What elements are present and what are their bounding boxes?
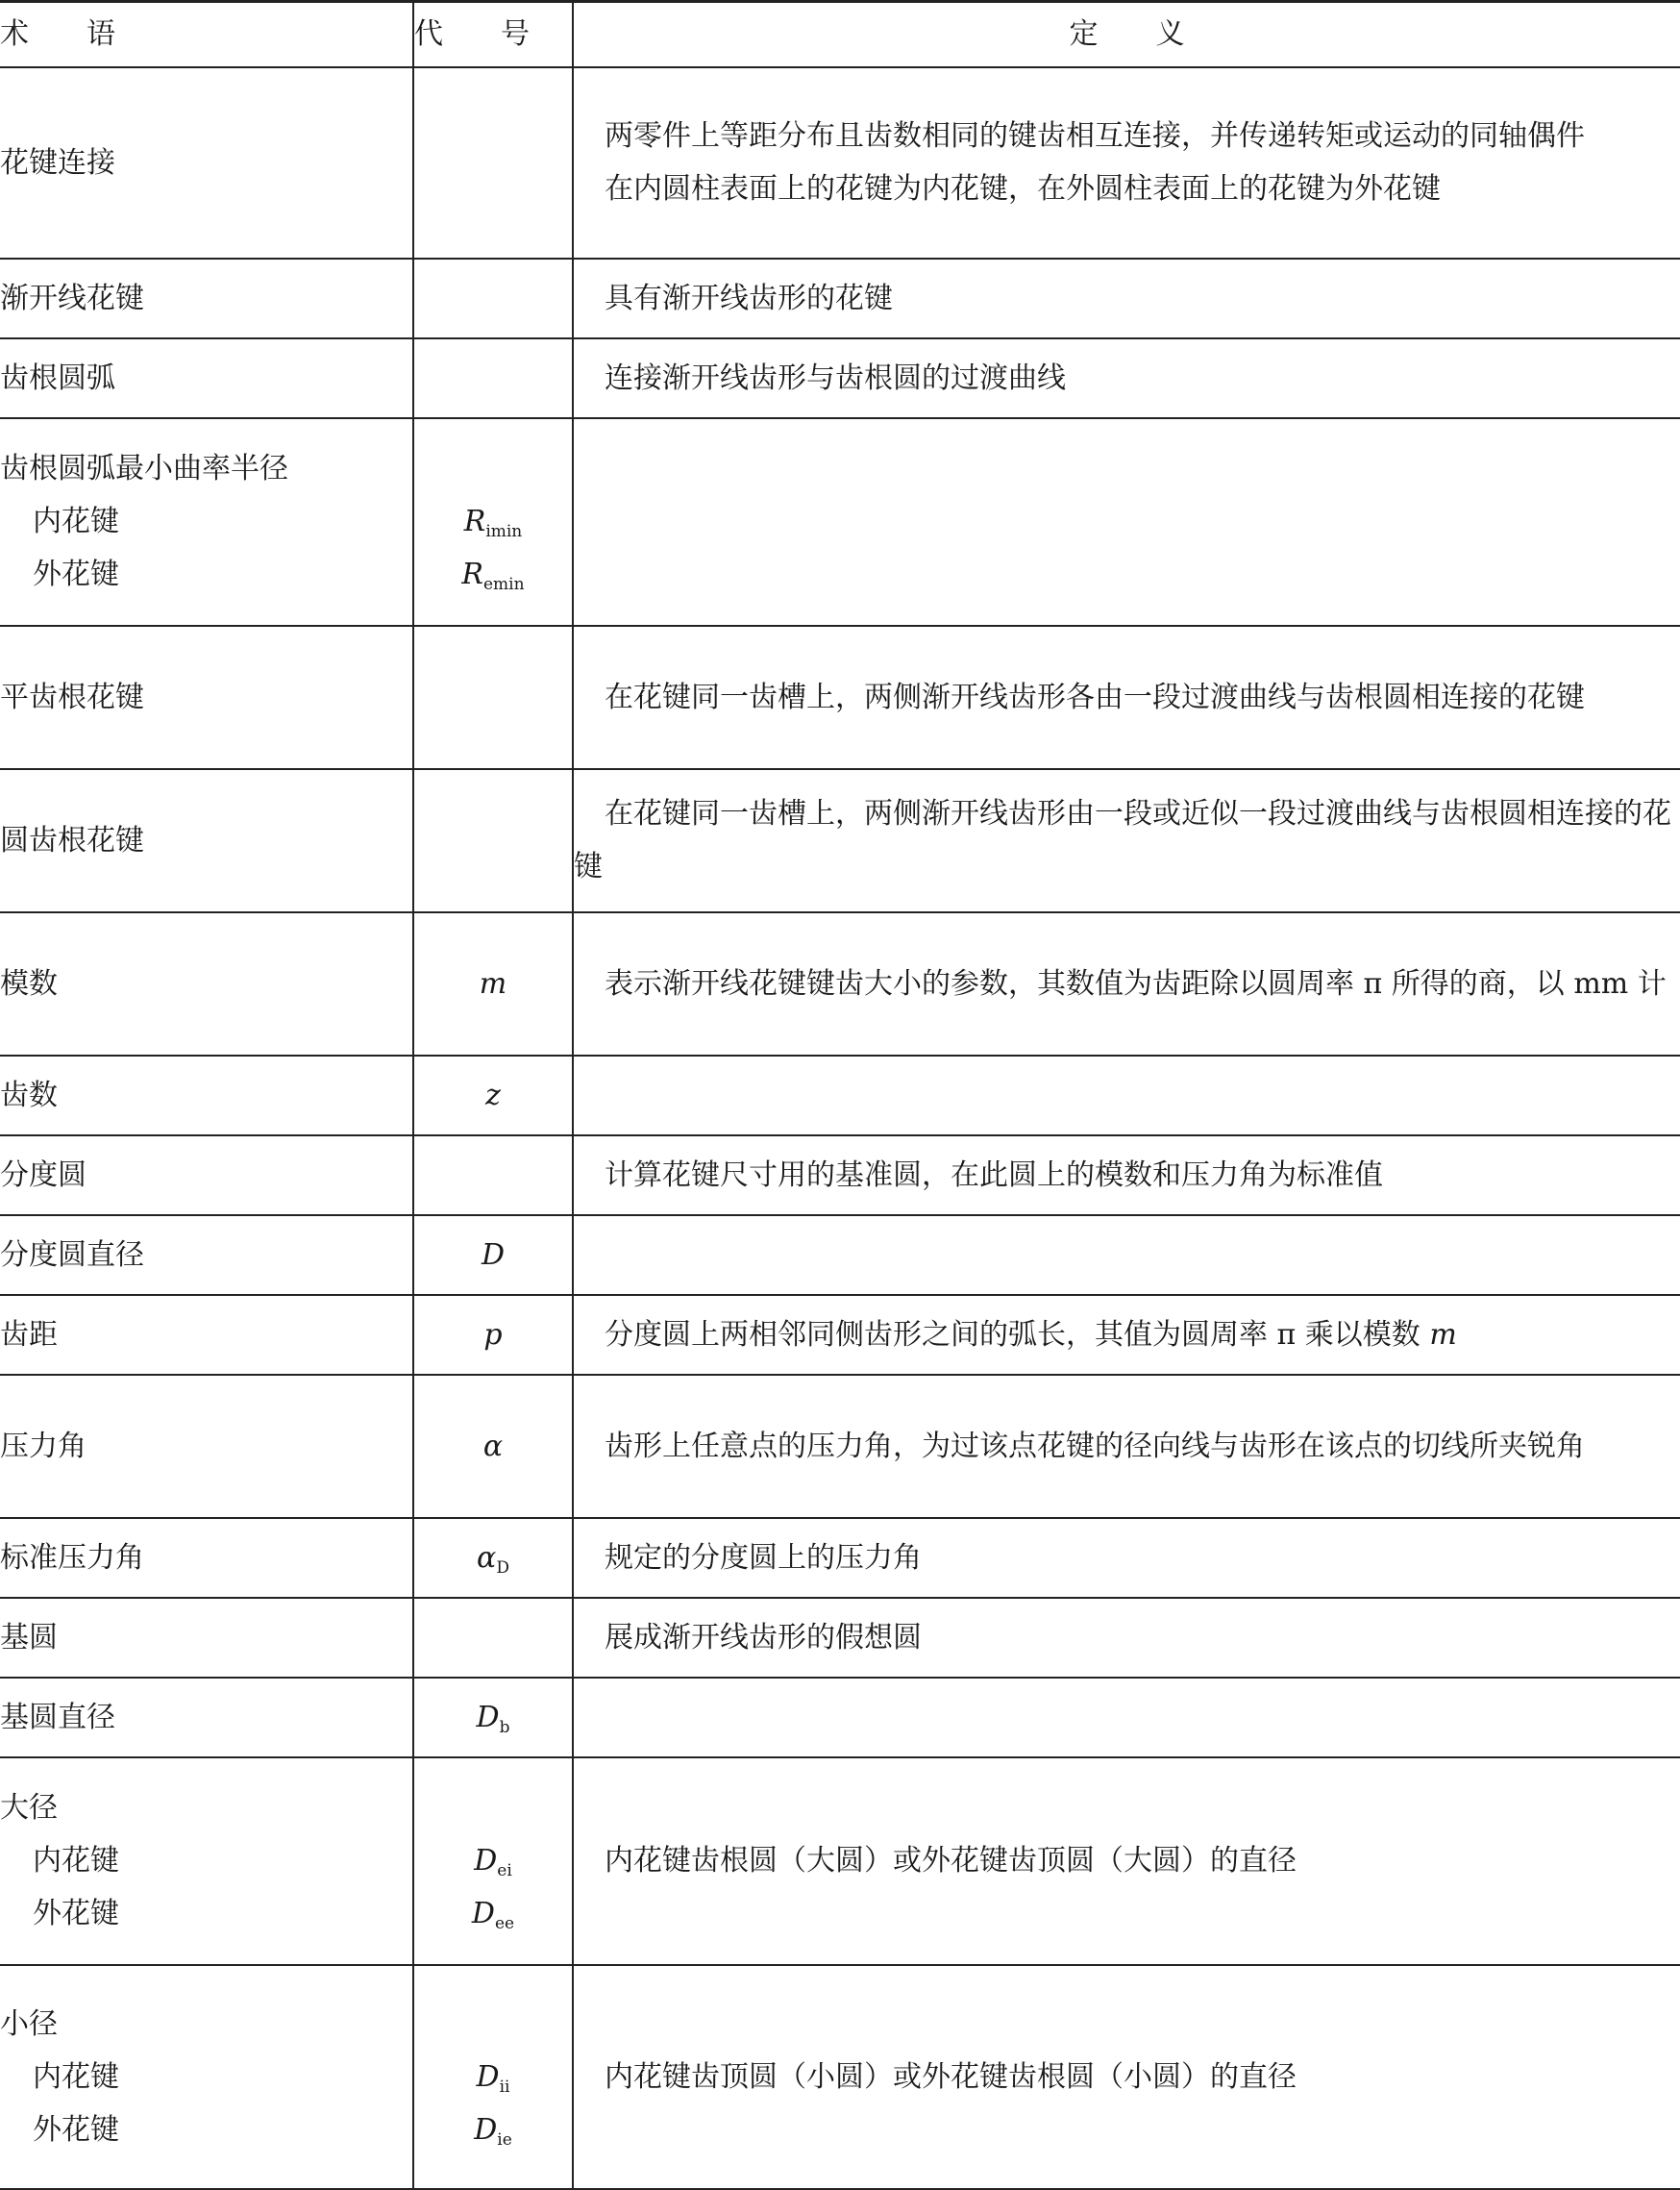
definition-text: 计算花键尺寸用的基准圆，在此圆上的模数和压力角为标准值 <box>605 1157 1383 1192</box>
term-cell: 渐开线花键 <box>0 259 413 338</box>
symbol-text: $R_{imin}$ <box>463 505 523 541</box>
definition-cell <box>573 338 1680 418</box>
definition-text: 具有渐开线齿形的花键 <box>605 281 893 315</box>
symbol-text: $R_{emin}$ <box>461 558 525 594</box>
definition-cell <box>573 626 1680 769</box>
term-cell: 花键连接 <box>0 67 413 259</box>
term-cell: 分度圆 <box>0 1135 413 1215</box>
term-text: 齿根圆弧最小曲率半径 <box>0 452 288 485</box>
table-row <box>0 912 1680 1056</box>
symbol-cell: D <box>413 1215 573 1295</box>
symbol-text: $D_{ii}$ <box>476 2059 510 2097</box>
header-symbol: 代 号 <box>413 2 573 67</box>
table-row <box>0 1295 1680 1375</box>
term-cell <box>0 1757 413 1965</box>
term-cell: 齿数 <box>0 1056 413 1135</box>
table-row <box>0 1678 1680 1757</box>
table-row <box>0 1518 1680 1598</box>
definition-cell <box>573 259 1680 338</box>
definition-cell <box>573 67 1680 259</box>
table-row <box>0 1215 1680 1295</box>
definition-cell <box>573 1518 1680 1598</box>
sub-term-text: 外花键 <box>33 2112 119 2147</box>
table-row <box>0 1757 1680 1965</box>
term-cell: 基圆直径 <box>0 1678 413 1757</box>
symbol-cell <box>413 1518 573 1598</box>
symbol-text: $D_{ee}$ <box>471 1897 515 1933</box>
sub-term-text: 内花键 <box>33 1844 119 1878</box>
term-text: 小径 <box>0 2006 58 2041</box>
symbol-cell <box>413 259 573 338</box>
definition-cell <box>573 769 1680 912</box>
term-text: 大径 <box>0 1791 58 1825</box>
table-row <box>0 259 1680 338</box>
symbol-cell: z <box>413 1056 573 1135</box>
definition-cell <box>573 418 1680 626</box>
table-row <box>0 1056 1680 1135</box>
definition-cell <box>573 1056 1680 1135</box>
definition-text: 在花键同一齿槽上，两侧渐开线齿形各由一段过渡曲线与齿根圆相连接的花键 <box>605 680 1585 714</box>
symbol-cell <box>413 67 573 259</box>
symbol-cell <box>413 418 573 626</box>
header-row <box>0 2 1680 67</box>
definition-text: 在内圆柱表面上的花键为内花键，在外圆柱表面上的花键为外花键 <box>605 172 1441 206</box>
definition-cell <box>573 1375 1680 1518</box>
definition-text: 在花键同一齿槽上，两侧渐开线齿形由一段或近似一段过渡曲线与齿根圆相连接的花键 <box>574 797 1671 883</box>
symbol-cell <box>413 1965 573 2189</box>
header-definition: 定 义 <box>573 2 1680 67</box>
term-cell: 模数 <box>0 912 413 1056</box>
definition-text: 展成渐开线齿形的假想圆 <box>605 1620 922 1655</box>
symbol-cell <box>413 338 573 418</box>
definition-text: 连接渐开线齿形与齿根圆的过渡曲线 <box>605 361 1066 395</box>
table-row <box>0 1598 1680 1678</box>
term-cell: 基圆 <box>0 1598 413 1678</box>
term-cell: 圆齿根花键 <box>0 769 413 912</box>
symbol-cell <box>413 1757 573 1965</box>
table-row <box>0 1135 1680 1215</box>
term-cell: 分度圆直径 <box>0 1215 413 1295</box>
definition-cell <box>573 1215 1680 1295</box>
symbol-text: $D_{ie}$ <box>474 2112 512 2150</box>
definition-cell <box>573 1678 1680 1757</box>
definition-text: 规定的分度圆上的压力角 <box>605 1540 922 1575</box>
term-cell <box>0 418 413 626</box>
term-cell: 齿根圆弧 <box>0 338 413 418</box>
symbol-text: $D_{ei}$ <box>474 1844 512 1880</box>
definition-cell <box>573 1295 1680 1375</box>
symbol-cell: m <box>413 912 573 1056</box>
sub-term-text: 内花键 <box>33 2059 119 2094</box>
definition-text: 表示渐开线花键键齿大小的参数，其数值为齿距除以圆周率 π 所得的商，以 mm 计 <box>605 966 1667 1001</box>
table-row <box>0 769 1680 912</box>
symbol-cell <box>413 1678 573 1757</box>
symbol-cell: α <box>413 1375 573 1518</box>
definition-text: 分度圆上两相邻同侧齿形之间的弧长，其值为圆周率 π 乘以模数 m <box>605 1317 1457 1352</box>
definition-cell <box>573 1135 1680 1215</box>
symbol-cell <box>413 1598 573 1678</box>
sub-term-text: 外花键 <box>33 1897 119 1930</box>
definition-cell <box>573 912 1680 1056</box>
symbol-text: $\alpha_D$ <box>477 1540 509 1578</box>
definition-cell <box>573 1757 1680 1965</box>
definition-text: 内花键齿根圆（大圆）或外花键齿顶圆（大圆）的直径 <box>605 1844 1297 1878</box>
header-term: 术 语 <box>0 2 413 67</box>
definition-text: 两零件上等距分布且齿数相同的键齿相互连接，并传递转矩或运动的同轴偶件 <box>605 119 1585 153</box>
symbol-text: $D_b$ <box>476 1700 510 1737</box>
symbol-cell: p <box>413 1295 573 1375</box>
table-row <box>0 1375 1680 1518</box>
symbol-cell <box>413 769 573 912</box>
sub-term-text: 外花键 <box>33 558 119 591</box>
table-row <box>0 67 1680 259</box>
term-cell: 压力角 <box>0 1375 413 1518</box>
term-cell: 平齿根花键 <box>0 626 413 769</box>
table-row <box>0 1965 1680 2189</box>
table-row <box>0 338 1680 418</box>
term-cell <box>0 1965 413 2189</box>
definition-text: 齿形上任意点的压力角，为过该点花键的径向线与齿形在该点的切线所夹锐角 <box>605 1429 1585 1463</box>
definition-cell <box>573 1965 1680 2189</box>
symbol-cell <box>413 626 573 769</box>
table-row <box>0 418 1680 626</box>
term-cell: 齿距 <box>0 1295 413 1375</box>
term-cell: 标准压力角 <box>0 1518 413 1598</box>
table-row <box>0 626 1680 769</box>
definition-cell <box>573 1598 1680 1678</box>
symbol-cell <box>413 1135 573 1215</box>
definition-text: 内花键齿顶圆（小圆）或外花键齿根圆（小圆）的直径 <box>605 2059 1297 2094</box>
sub-term-text: 内花键 <box>33 505 119 538</box>
